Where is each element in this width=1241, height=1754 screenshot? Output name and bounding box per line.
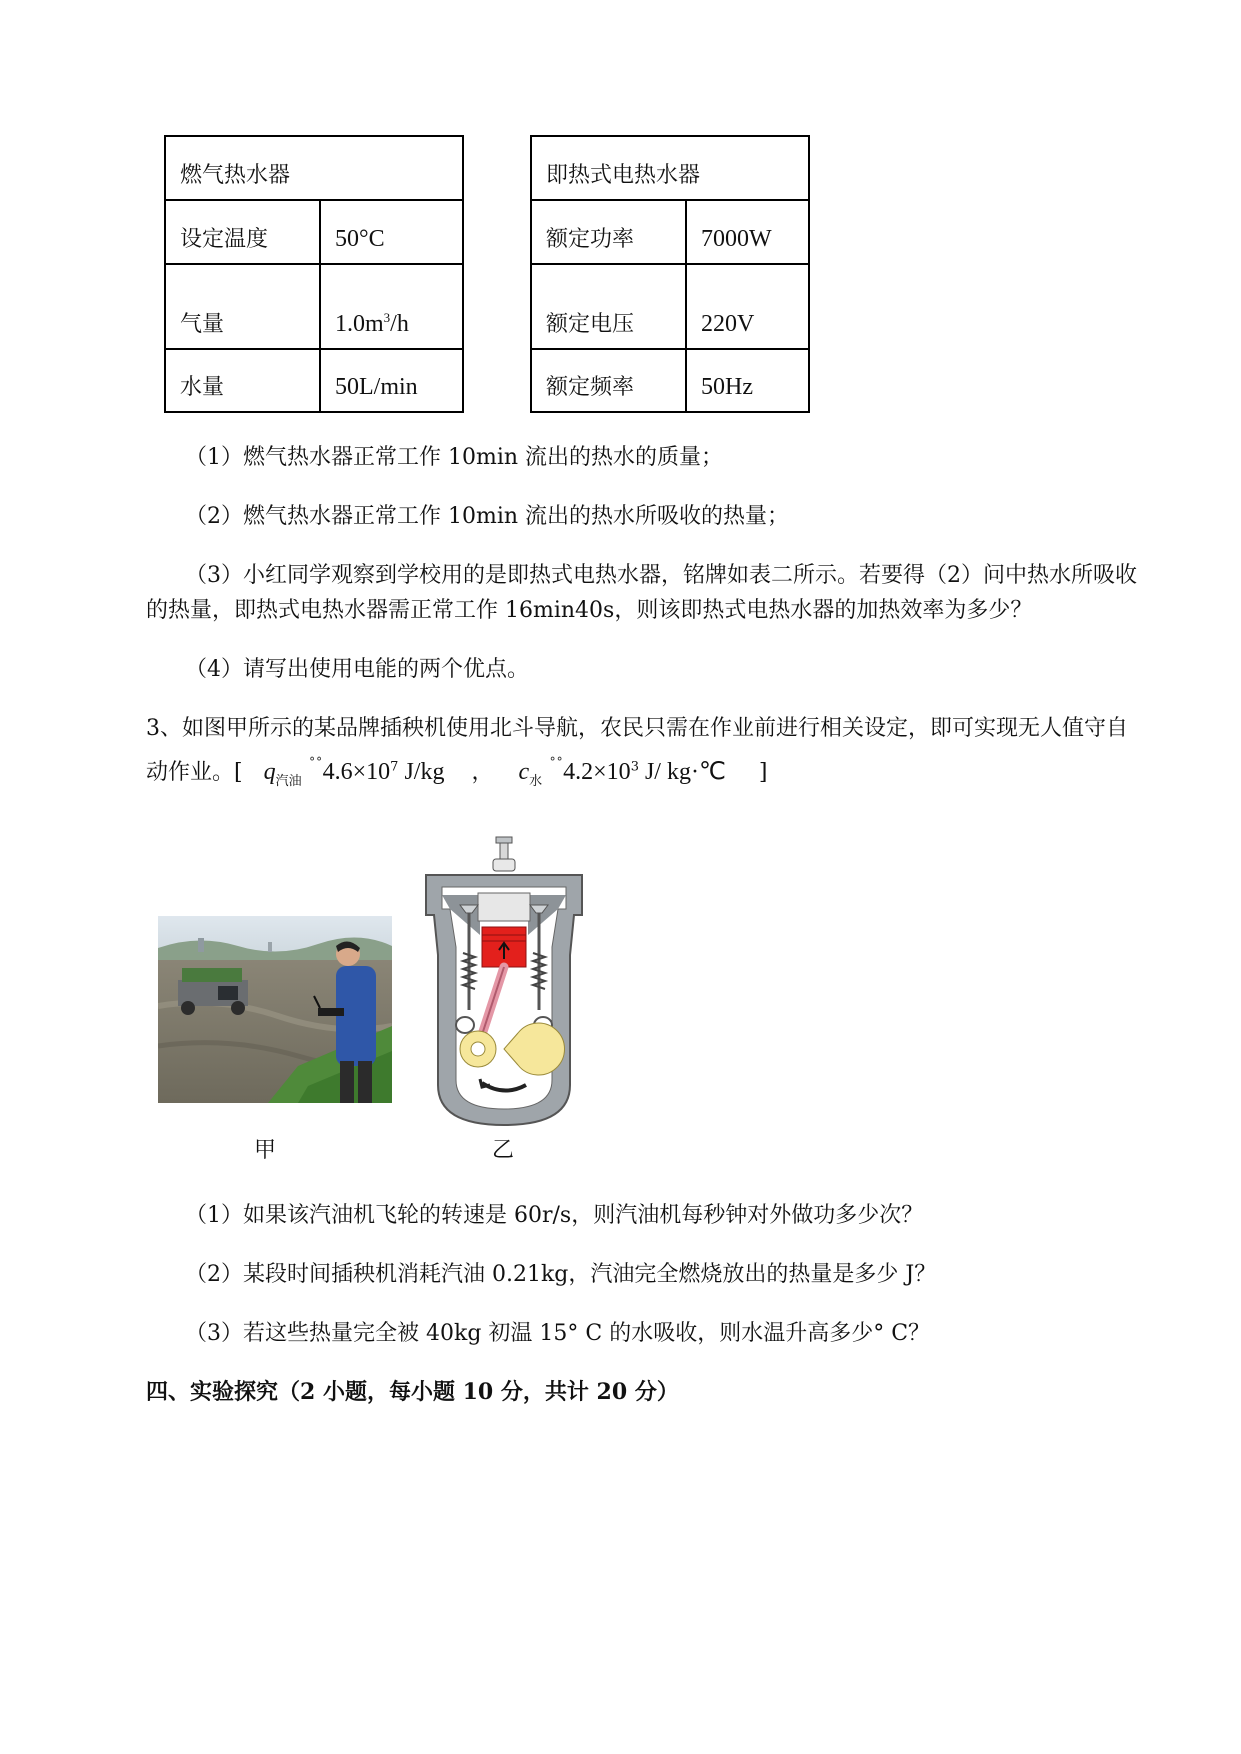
rice-transplanter-photo: [158, 916, 392, 1103]
table2-value: 7000W: [686, 200, 809, 264]
problem-intro: 3、如图甲所示的某品牌插秧机使用北斗导航，农民只需在作业前进行相关设定，即可实现无人值守自: [146, 716, 1129, 741]
engine-cylinder-diagram: [420, 835, 588, 1130]
constants-line: 动作业。[ $q_{汽油}$ $^{˚˚}4.6\times 10^7$ J/kg ， $c_水$ $^{˚˚}4.2\times 10^3$ J/ kg·℃ ]: [146, 757, 768, 789]
question-text: （1）燃气热水器正常工作 10min 流出的热水的质量；: [185, 445, 724, 470]
table2-label: 额定电压: [531, 264, 686, 349]
table2-label: 额定功率: [531, 200, 686, 264]
table1-label: 气量: [165, 264, 320, 349]
figure-label-yi: 乙: [492, 1138, 515, 1163]
question-text: （3）小红同学观察到学校用的是即热式电热水器，铭牌如表二所示。若要得（2）问中热水所吸收: [185, 563, 1137, 588]
question-text: （4）请写出使用电能的两个优点。: [185, 657, 529, 682]
table1-label: 设定温度: [165, 200, 320, 264]
question-text: （1）如果该汽油机飞轮的转速是 60r/s，则汽油机每秒钟对外做功多少次？: [185, 1203, 924, 1228]
question-text: （2）某段时间插秧机消耗汽油 0.21kg，汽油完全燃烧放出的热量是多少 J？: [185, 1262, 937, 1287]
section-heading: 四、实验探究（2 小题，每小题 10 分，共计 20 分）: [146, 1379, 679, 1405]
table1-value: $1.0m^3/h$: [320, 264, 463, 349]
table2-value: 50Hz: [686, 349, 809, 412]
table1-header: 燃气热水器: [165, 136, 463, 200]
table1-label: 水量: [165, 349, 320, 412]
question-text: （3）若这些热量完全被 40kg 初温 15° C 的水吸收，则水温升高多少° C？: [185, 1321, 931, 1346]
table1-value: 50L/min: [320, 349, 463, 412]
question-text: 的热量，即热式电热水器需正常工作 16min40s，则该即热式电热水器的加热效率为多少？: [146, 598, 1033, 623]
electric-heater-table: [530, 135, 810, 413]
table2-header: 即热式电热水器: [531, 136, 809, 200]
gas-heater-table: [164, 135, 464, 413]
table2-label: 额定频率: [531, 349, 686, 412]
question-text: （2）燃气热水器正常工作 10min 流出的热水所吸收的热量；: [185, 504, 790, 529]
table1-value: 50°C: [320, 200, 463, 264]
figure-label-jia: 甲: [254, 1138, 277, 1163]
table2-value: 220V: [686, 264, 809, 349]
